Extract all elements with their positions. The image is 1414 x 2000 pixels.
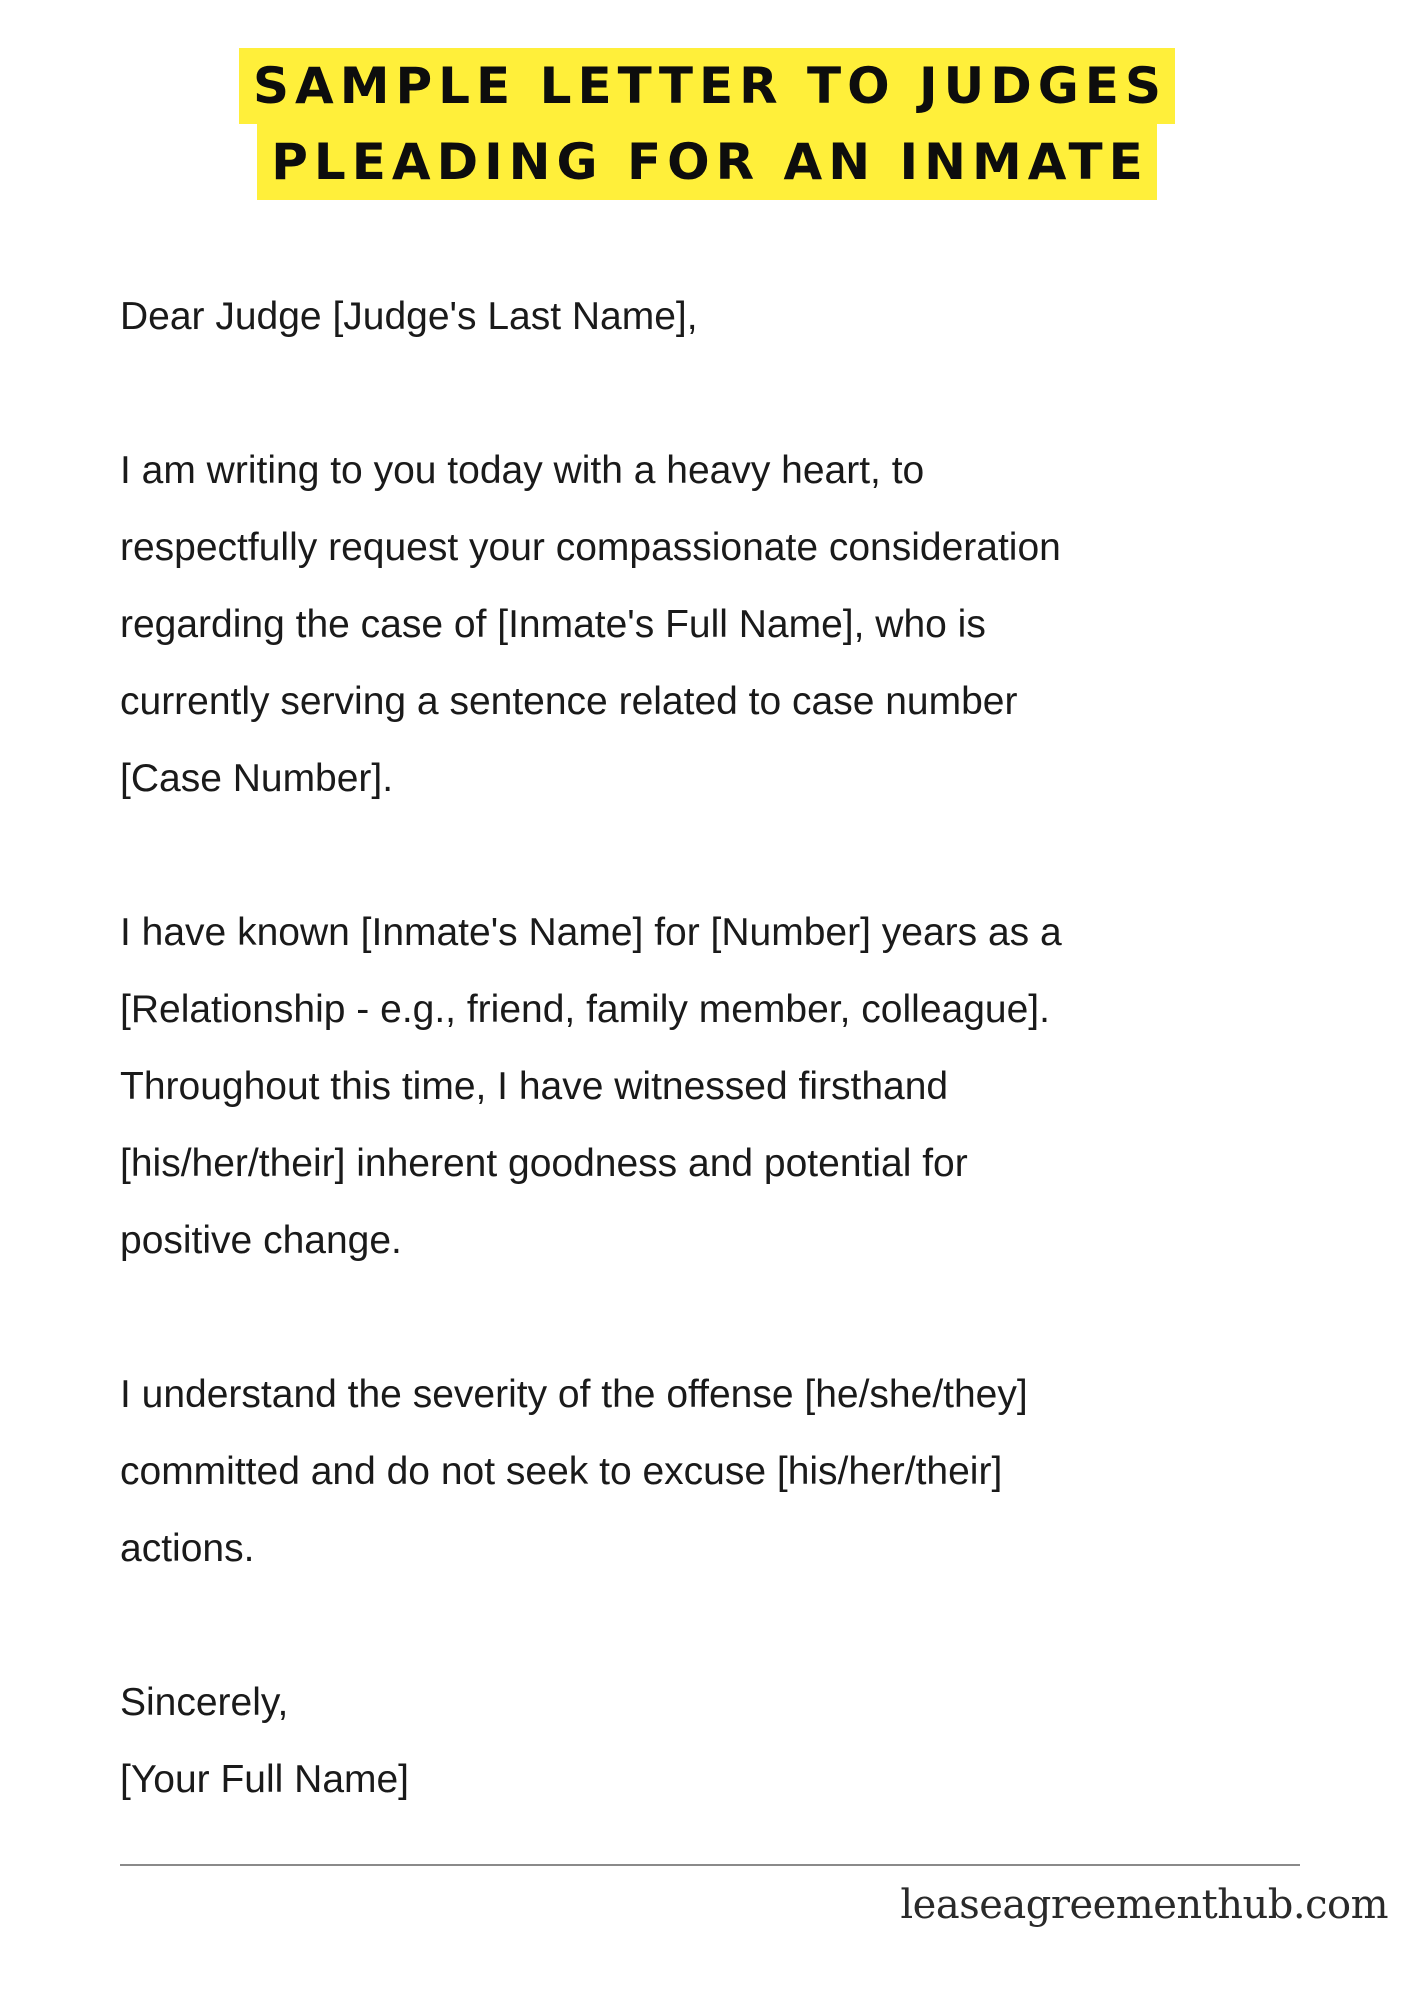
paragraph-3 [120, 1356, 1320, 1587]
paragraph-line: regarding the case of [Inmate's Full Name], who is [120, 603, 986, 646]
footer-divider [120, 1864, 1300, 1866]
paragraph-2 [120, 894, 1320, 1279]
letter-body [120, 278, 1320, 1818]
paragraph-line: [his/her/their] inherent goodness and potential for [120, 1142, 968, 1185]
paragraph-line: positive change. [120, 1219, 402, 1262]
salutation: Dear Judge [Judge's Last Name], [120, 295, 698, 338]
paragraph-line: actions. [120, 1527, 255, 1570]
paragraph-line: committed and do not seek to excuse [his/her/their] [120, 1450, 1003, 1493]
footer-site: leaseagreementhub.com [900, 1882, 1388, 1928]
paragraph-line: respectfully request your compassionate consideration [120, 526, 1061, 569]
paragraph-line: I understand the severity of the offense [he/she/they] [120, 1373, 1028, 1416]
paragraph-line: Throughout this time, I have witnessed firsthand [120, 1065, 949, 1108]
paragraph-line: currently serving a sentence related to case number [120, 680, 1018, 723]
signature: [Your Full Name] [120, 1758, 410, 1801]
title-line-1: SAMPLE LETTER TO JUDGES [239, 48, 1175, 124]
paragraph-line: I am writing to you today with a heavy heart, to [120, 449, 925, 492]
page-title [0, 48, 1414, 200]
paragraph-line: [Case Number]. [120, 757, 394, 800]
paragraph-1 [120, 432, 1320, 817]
paragraph-line: I have known [Inmate's Name] for [Number] years as a [120, 911, 1062, 954]
closing: Sincerely, [120, 1681, 289, 1724]
paragraph-line: [Relationship - e.g., friend, family member, colleague]. [120, 988, 1050, 1031]
title-line-2: PLEADING FOR AN INMATE [257, 124, 1157, 200]
